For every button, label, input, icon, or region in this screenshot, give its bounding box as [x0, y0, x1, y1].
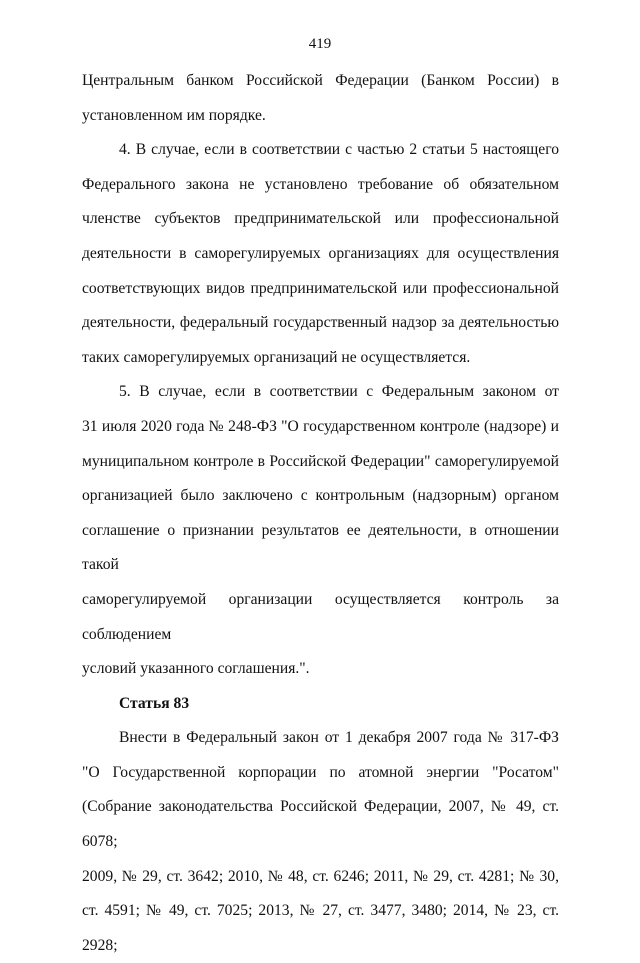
- article-heading: Статья 83: [119, 694, 190, 712]
- paragraph-article-83: [82, 721, 559, 963]
- text-line: членстве субъектов предпринимательской или профессиональной: [82, 210, 559, 228]
- text-line: Федерального закона не установлено требование об обязательном: [82, 175, 559, 193]
- text-line: 31 июля 2020 года № 248-ФЗ "О государственном контроле (надзоре) и: [82, 417, 559, 435]
- paragraph-clause-5: [82, 375, 559, 686]
- text-line: 5. В случае, если в соответствии с Федеральным законом от: [119, 383, 559, 401]
- text-line: условий указанного соглашения.".: [82, 660, 310, 678]
- text-line: саморегулируемой организации осуществляется контроль за соблюдением: [82, 590, 559, 643]
- text-line: таких саморегулируемых организаций не осуществляется.: [82, 348, 471, 366]
- text-line: организацией было заключено с контрольным (надзорным) органом: [82, 487, 559, 505]
- paragraph-clause-4: [82, 133, 559, 375]
- text-line: соглашение о признании результатов ее деятельности, в отношении такой: [82, 521, 559, 574]
- text-line: "О Государственной корпорации по атомной энергии "Росатом": [82, 763, 559, 781]
- text-line: установленном им порядке.: [82, 106, 266, 124]
- text-line: деятельности в саморегулируемых организациях для осуществления: [82, 244, 559, 262]
- text-line: ст. 4591; № 49, ст. 7025; 2013, № 27, ст. 3477, 3480; 2014, № 23, ст. 2928;: [82, 902, 559, 954]
- text-line: деятельности, федеральный государственный надзор за деятельностью: [82, 314, 559, 332]
- text-line: муниципальном контроле в Российской Федерации" саморегулируемой: [82, 452, 559, 470]
- text-line: (Собрание законодательства Российской Федерации, 2007, № 49, ст. 6078;: [82, 798, 559, 851]
- text-line: Центральным банком Российской Федерации (Банком России) в: [82, 72, 559, 89]
- page-number: 419: [308, 36, 332, 52]
- paragraph-continuation: [82, 64, 559, 133]
- text-line: 4. В случае, если в соответствии с частью 2 статьи 5 настоящего: [119, 141, 559, 159]
- text-line: соответствующих видов предпринимательской или профессиональной: [82, 279, 559, 297]
- document-body: [82, 64, 559, 963]
- text-line: 2009, № 29, ст. 3642; 2010, № 48, ст. 6246; 2011, № 29, ст. 4281; № 30,: [82, 867, 559, 885]
- text-line: Внести в Федеральный закон от 1 декабря 2007 года № 317-ФЗ: [119, 729, 559, 747]
